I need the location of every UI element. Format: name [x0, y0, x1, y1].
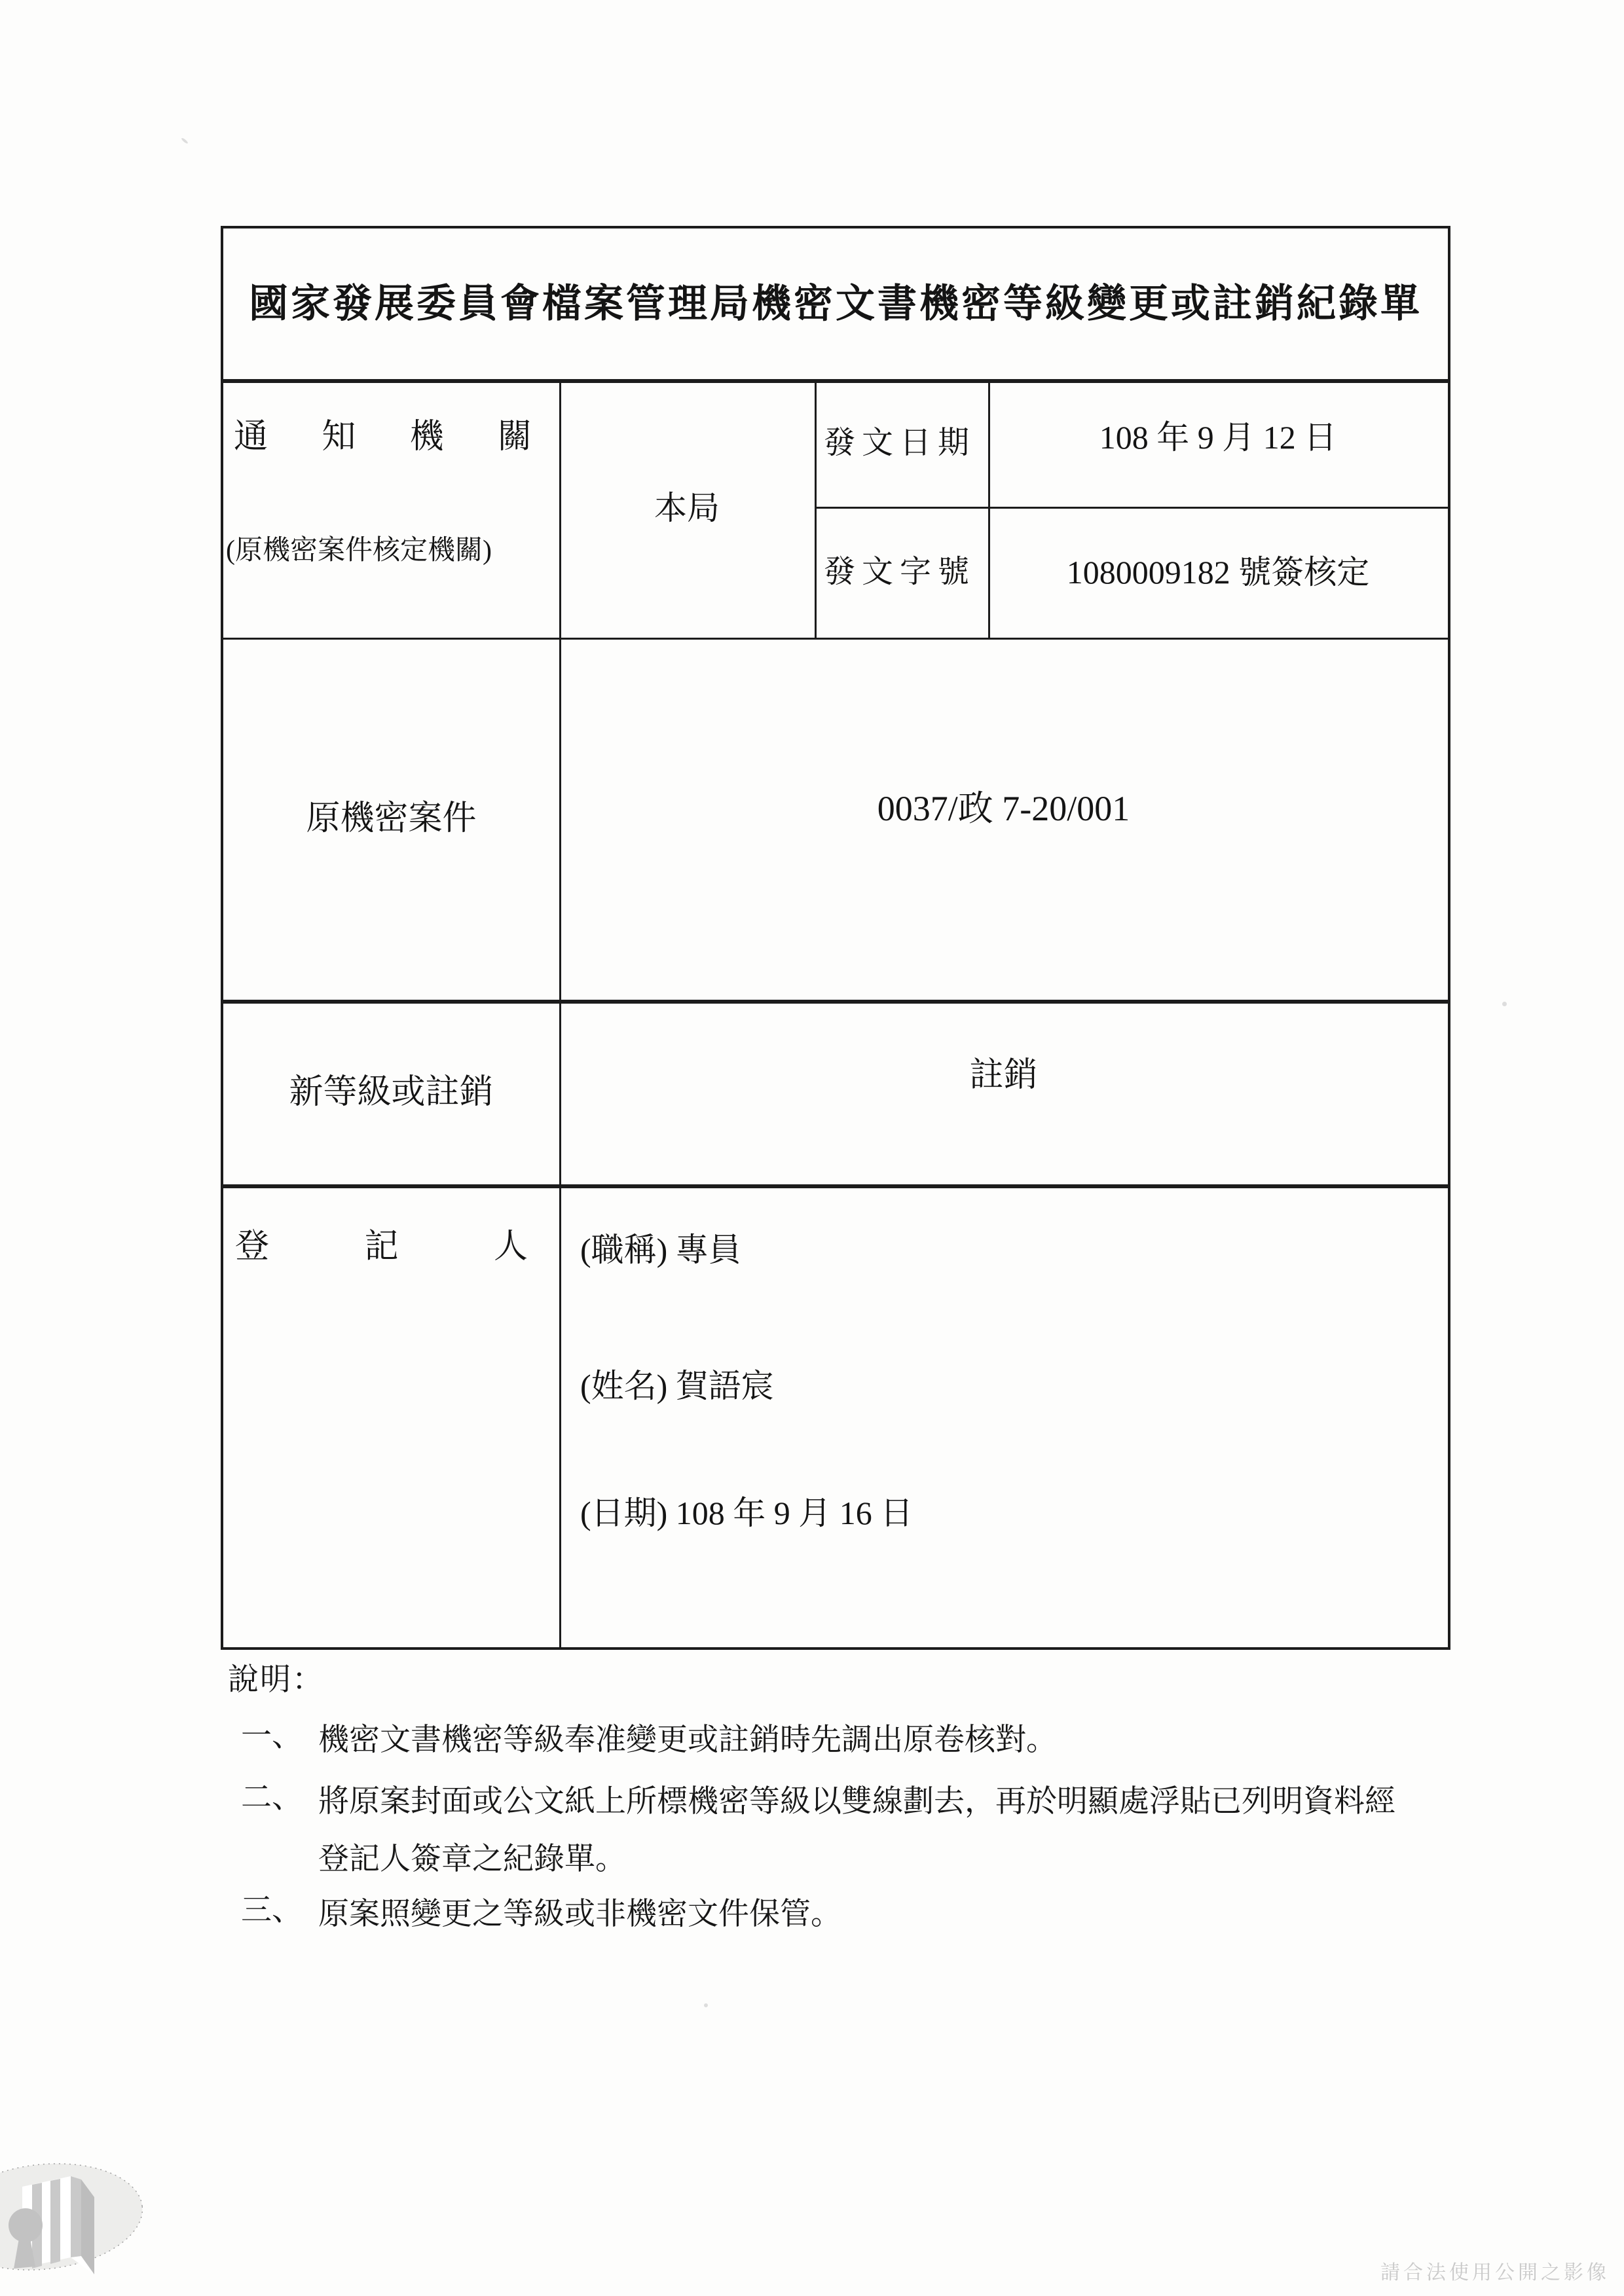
archives-logo-icon: [0, 2146, 169, 2296]
registrar-char: 記: [364, 1228, 399, 1266]
note-number: 一、: [241, 1719, 303, 1753]
registrar-title-line: (職稱) 專員: [580, 1231, 741, 1268]
registrar-content: [559, 1184, 1448, 1647]
notify-agency-char: 機: [409, 418, 444, 456]
registrar-char: 登: [235, 1228, 270, 1266]
scan-speck: [1502, 1002, 1507, 1006]
notify-agency-sublabel: (原機密案件核定機關): [226, 535, 492, 566]
issue-date-value: 108 年 9 月 12 日: [1099, 419, 1337, 456]
registrar-date-line: (日期) 108 年 9 月 16 日: [580, 1495, 913, 1531]
scan-speck: [704, 2003, 708, 2007]
scan-speck: [181, 137, 189, 145]
note-item: [241, 1886, 841, 1943]
form-table: [221, 226, 1450, 1650]
usage-watermark: 請合法使用公開之影像: [1380, 2262, 1610, 2284]
new-level-value: 註銷: [969, 1056, 1038, 1094]
notes-heading: 說明：: [228, 1663, 324, 1697]
notify-agency-char: 關: [497, 418, 532, 456]
original-case-label: 原機密案件: [306, 800, 477, 837]
note-text: 原案照變更之等級或非機密文件保管。: [318, 1897, 841, 1931]
notify-agency-char: 知: [322, 418, 356, 456]
note-text: 將原案封面或公文紙上所標機密等級以雙線劃去，再於明顯處浮貼已列明資料經登記人簽章之紀錄單。: [318, 1785, 1395, 1876]
issue-number-label: 發文字號: [824, 555, 976, 589]
notify-agency-value: 本局: [654, 490, 720, 527]
registrar-name-line: (姓名) 賀語宸: [580, 1368, 774, 1404]
note-text: 機密文書機密等級奉准變更或註銷時先調出原卷核對。: [318, 1723, 1057, 1757]
registrar-char: 人: [493, 1228, 528, 1266]
note-number: 二、: [241, 1781, 303, 1815]
note-item: [241, 1773, 1418, 1888]
issue-number-value: 1080009182 號簽核定: [1066, 553, 1370, 591]
note-number: 三、: [241, 1893, 303, 1927]
registrar-label: [223, 1229, 559, 1264]
notify-agency-label: [223, 420, 559, 454]
form-title: 國家發展委員會檔案管理局機密文書機密等級變更或註銷紀錄單: [249, 282, 1422, 325]
note-item: [241, 1711, 1057, 1769]
original-case-value: 0037/政 7-20/001: [877, 788, 1130, 828]
notify-agency-char: 通: [234, 418, 268, 456]
issue-date-label: 發文日期: [824, 425, 976, 460]
new-level-label: 新等級或註銷: [289, 1073, 494, 1111]
